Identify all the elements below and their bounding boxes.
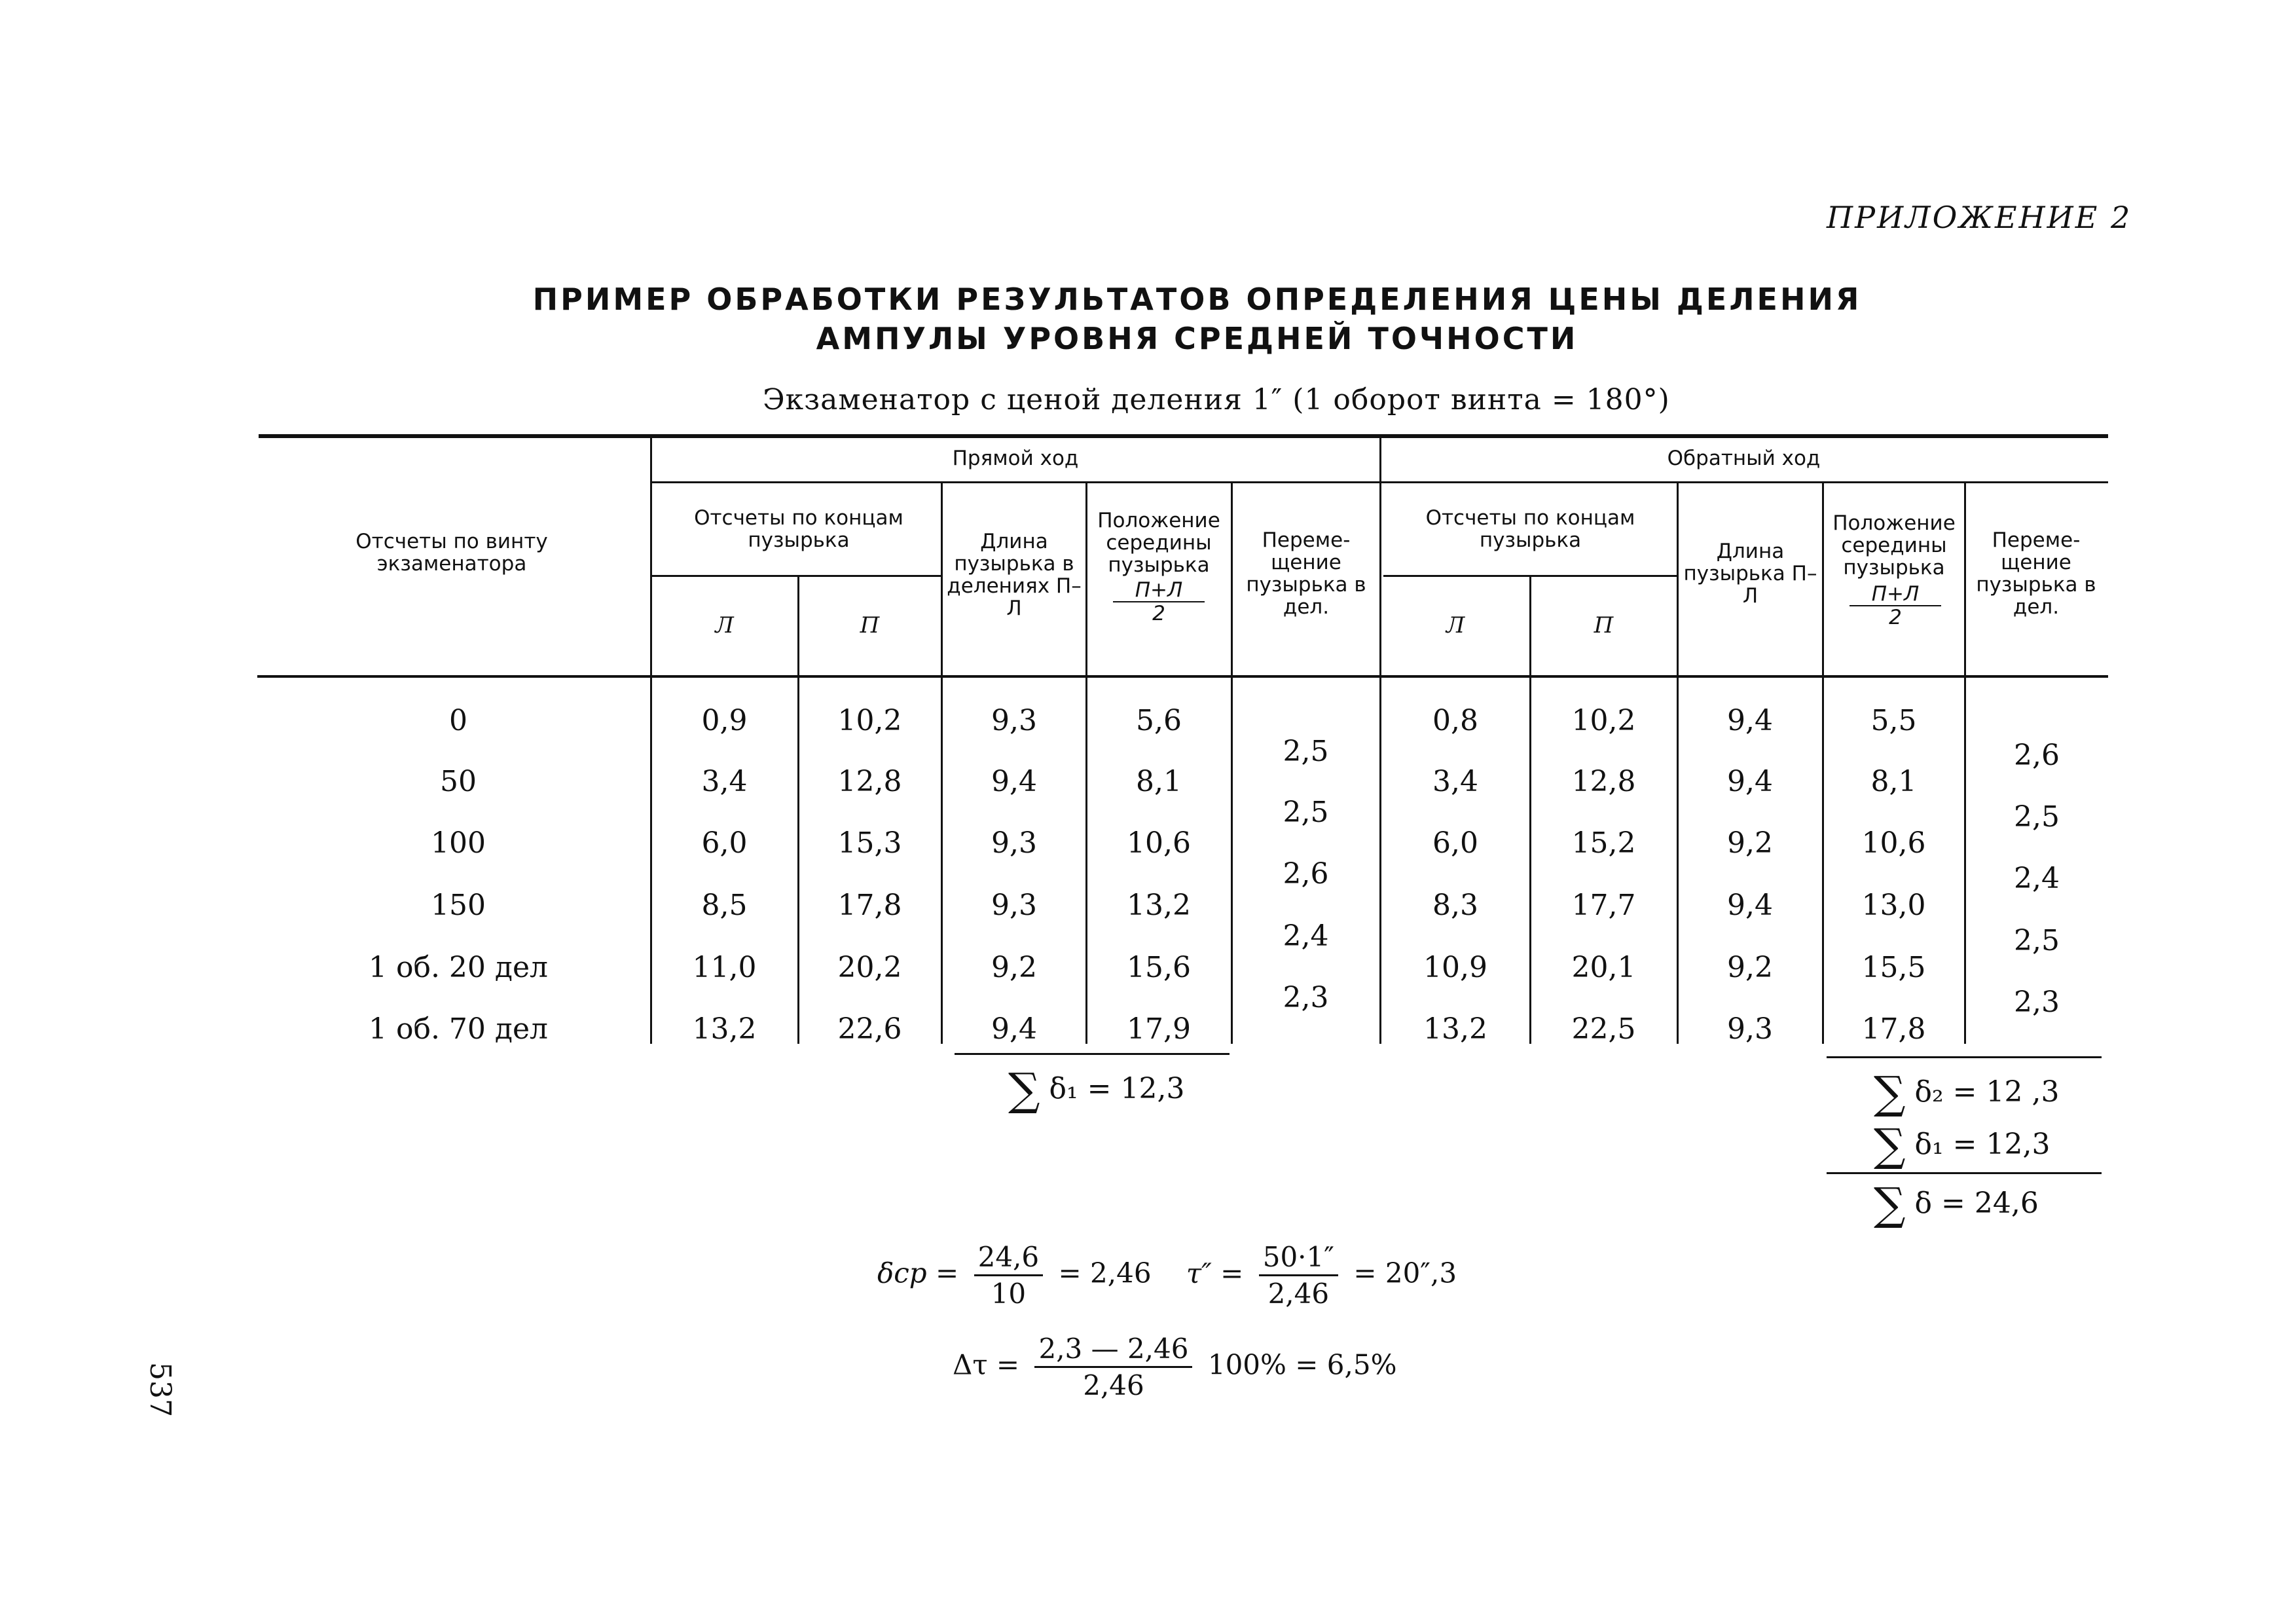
cell-screw: 150 xyxy=(431,889,486,922)
cell-forward-shift: 2,4 xyxy=(1283,919,1329,953)
cell-forward-middle: 10,6 xyxy=(1127,826,1191,860)
group-rule-forward xyxy=(651,481,1379,483)
formula-delta-tau-percent xyxy=(953,1333,1397,1401)
cell-backward-length: 9,4 xyxy=(1727,704,1773,737)
middle-denominator: 2 xyxy=(1889,606,1902,629)
cell-forward-length: 9,3 xyxy=(991,889,1037,922)
cell-forward-length: 9,2 xyxy=(991,951,1037,984)
tau-lhs: τ″ = xyxy=(1186,1257,1244,1289)
sigma-sign: ∑ xyxy=(1874,1179,1906,1230)
tau-rhs: = 20″,3 xyxy=(1353,1257,1457,1289)
tau-numerator: 50·1″ xyxy=(1259,1241,1338,1276)
cell-forward-L: 8,5 xyxy=(701,889,748,922)
sum-backward-2-value: δ₂ = 12 ,3 xyxy=(1914,1075,2060,1109)
header-length-forward: Длина пузырька в делениях П–Л xyxy=(947,530,1082,620)
cell-forward-L: 13,2 xyxy=(692,1012,757,1046)
header-middle-backward: Положение середины пузырька xyxy=(1832,511,1956,580)
header-ends-backward: Отсчеты по концам пузырька xyxy=(1425,506,1635,552)
header-backward: Обратный ход xyxy=(1667,447,1821,470)
cell-forward-shift: 2,5 xyxy=(1283,735,1329,768)
cell-forward-length: 9,3 xyxy=(991,826,1037,860)
cell-forward-P: 15,3 xyxy=(837,826,902,860)
middle-numerator: П+Л xyxy=(1850,583,1941,606)
cell-screw: 1 об. 20 дел xyxy=(369,951,548,984)
sum-total-value: δ = 24,6 xyxy=(1914,1187,2039,1220)
delta-cp-denominator: 10 xyxy=(991,1278,1027,1310)
cell-forward-shift: 2,5 xyxy=(1283,796,1329,829)
sum-forward xyxy=(1008,1064,1184,1116)
sigma-sign: ∑ xyxy=(1874,1120,1906,1172)
dt-numerator: 2,3 — 2,46 xyxy=(1034,1333,1192,1368)
delta-cp-lhs: δcp = xyxy=(877,1257,959,1289)
cell-forward-P: 22,6 xyxy=(837,1012,902,1046)
title-line-2: АМПУЛЫ УРОВНЯ СРЕДНЕЙ ТОЧНОСТИ xyxy=(816,321,1578,356)
sum-total xyxy=(1874,1179,2039,1230)
middle-denominator: 2 xyxy=(1152,602,1165,625)
cell-forward-length: 9,4 xyxy=(991,1012,1037,1046)
cell-backward-P: 15,2 xyxy=(1571,826,1636,860)
header-bottom-rule xyxy=(257,675,2108,678)
cell-forward-L: 6,0 xyxy=(701,826,748,860)
cell-forward-middle: 8,1 xyxy=(1136,765,1182,798)
table-top-rule xyxy=(259,434,2108,438)
cell-backward-L: 8,3 xyxy=(1432,889,1478,922)
cell-backward-P: 17,7 xyxy=(1571,889,1636,922)
cell-backward-length: 9,2 xyxy=(1727,826,1773,860)
cell-backward-length: 9,4 xyxy=(1727,765,1773,798)
cell-backward-length: 9,2 xyxy=(1727,951,1773,984)
cell-backward-middle: 15,5 xyxy=(1861,951,1926,984)
header-middle-forward: Положение середины пузырька xyxy=(1097,509,1220,577)
title-line-1: ПРИМЕР ОБРАБОТКИ РЕЗУЛЬТАТОВ ОПРЕДЕЛЕНИЯ ЦЕНЫ ДЕЛЕНИЯ xyxy=(532,282,1862,317)
cell-forward-length: 9,3 xyxy=(991,704,1037,737)
sum-rule-backward xyxy=(1827,1056,2102,1058)
cell-forward-shift: 2,6 xyxy=(1283,857,1329,891)
header-middle-formula-forward xyxy=(1113,579,1205,625)
cell-backward-L: 0,8 xyxy=(1432,704,1478,737)
cell-backward-length: 9,4 xyxy=(1727,889,1773,922)
delta-cp-numerator: 24,6 xyxy=(974,1241,1044,1276)
sigma-sign: ∑ xyxy=(1874,1067,1906,1119)
cell-backward-P: 10,2 xyxy=(1571,704,1636,737)
tau-fraction xyxy=(1259,1241,1338,1310)
cell-forward-P: 12,8 xyxy=(837,765,902,798)
cell-backward-shift: 2,5 xyxy=(2014,800,2060,834)
sum-rule-forward xyxy=(955,1053,1230,1055)
header-P-backward: П xyxy=(1594,612,1614,638)
cell-backward-P: 22,5 xyxy=(1571,1012,1636,1046)
header-middle-formula-backward xyxy=(1850,583,1941,629)
cell-backward-L: 6,0 xyxy=(1432,826,1478,860)
tau-denominator: 2,46 xyxy=(1267,1278,1330,1310)
cell-backward-shift: 2,5 xyxy=(2014,924,2060,957)
cell-screw: 100 xyxy=(431,826,486,860)
page-number: 537 xyxy=(143,1362,177,1417)
cell-backward-middle: 10,6 xyxy=(1861,826,1926,860)
cell-backward-P: 12,8 xyxy=(1571,765,1636,798)
cell-backward-P: 20,1 xyxy=(1571,951,1636,984)
dt-lhs: Δτ = xyxy=(953,1348,1020,1381)
sum-forward-value: δ₁ = 12,3 xyxy=(1049,1072,1185,1105)
dt-denominator: 2,46 xyxy=(1083,1369,1144,1401)
cell-backward-L: 3,4 xyxy=(1432,765,1478,798)
header-length-backward: Длина пузырька П–Л xyxy=(1683,540,1817,608)
cell-forward-middle: 15,6 xyxy=(1127,951,1191,984)
cell-backward-middle: 8,1 xyxy=(1870,765,1917,798)
header-ends-forward: Отсчеты по концам пузырька xyxy=(694,506,903,552)
cell-forward-middle: 5,6 xyxy=(1136,704,1182,737)
cell-forward-L: 11,0 xyxy=(692,951,757,984)
cell-forward-L: 0,9 xyxy=(701,704,748,737)
header-screw-readings: Отсчеты по винту экзаменатора xyxy=(355,530,548,576)
group-rule-backward xyxy=(1379,481,2108,483)
sum-backward-2 xyxy=(1874,1067,2059,1119)
header-shift-forward: Переме-щение пузырька в дел. xyxy=(1246,528,1366,619)
cell-forward-P: 10,2 xyxy=(837,704,902,737)
cell-forward-length: 9,4 xyxy=(991,765,1037,798)
cell-backward-middle: 17,8 xyxy=(1861,1012,1926,1046)
dt-fraction xyxy=(1034,1333,1192,1401)
cell-backward-shift: 2,3 xyxy=(2014,986,2060,1019)
header-forward: Прямой ход xyxy=(952,447,1079,470)
sum-backward-1-value: δ₁ = 12,3 xyxy=(1914,1128,2050,1161)
delta-cp-rhs: = 2,46 xyxy=(1058,1257,1152,1289)
cell-forward-L: 3,4 xyxy=(701,765,748,798)
cell-backward-L: 10,9 xyxy=(1423,951,1487,984)
header-L-backward: Л xyxy=(1446,612,1465,638)
appendix-label: ПРИЛОЖЕНИЕ 2 xyxy=(1827,200,2132,235)
cell-backward-middle: 5,5 xyxy=(1870,704,1917,737)
subtitle: Экзаменатор с ценой деления 1″ (1 оборот винта = 180°) xyxy=(763,383,1670,416)
cell-forward-middle: 17,9 xyxy=(1127,1012,1191,1046)
cell-backward-shift: 2,6 xyxy=(2014,739,2060,772)
dt-rhs: 100% = 6,5% xyxy=(1207,1348,1397,1381)
cell-screw: 1 об. 70 дел xyxy=(369,1012,548,1046)
cell-screw: 50 xyxy=(440,765,477,798)
cell-backward-L: 13,2 xyxy=(1423,1012,1487,1046)
sum-backward-1 xyxy=(1874,1120,2050,1172)
header-shift-backward: Переме-щение пузырька в дел. xyxy=(1976,528,2096,619)
header-L-forward: Л xyxy=(715,612,734,638)
cell-backward-shift: 2,4 xyxy=(2014,862,2060,895)
cell-backward-middle: 13,0 xyxy=(1861,889,1926,922)
sum-total-rule xyxy=(1827,1172,2102,1174)
middle-numerator: П+Л xyxy=(1113,579,1205,602)
sigma-sign: ∑ xyxy=(1008,1064,1040,1116)
cell-screw: 0 xyxy=(449,704,467,737)
formula-delta-tau xyxy=(877,1241,1457,1310)
cell-forward-middle: 13,2 xyxy=(1127,889,1191,922)
header-P-forward: П xyxy=(860,612,880,638)
cell-forward-P: 20,2 xyxy=(837,951,902,984)
cell-forward-shift: 2,3 xyxy=(1283,981,1329,1014)
cell-backward-length: 9,3 xyxy=(1727,1012,1773,1046)
ends-rule-forward xyxy=(651,575,941,577)
delta-cp-fraction xyxy=(974,1241,1044,1310)
cell-forward-P: 17,8 xyxy=(837,889,902,922)
